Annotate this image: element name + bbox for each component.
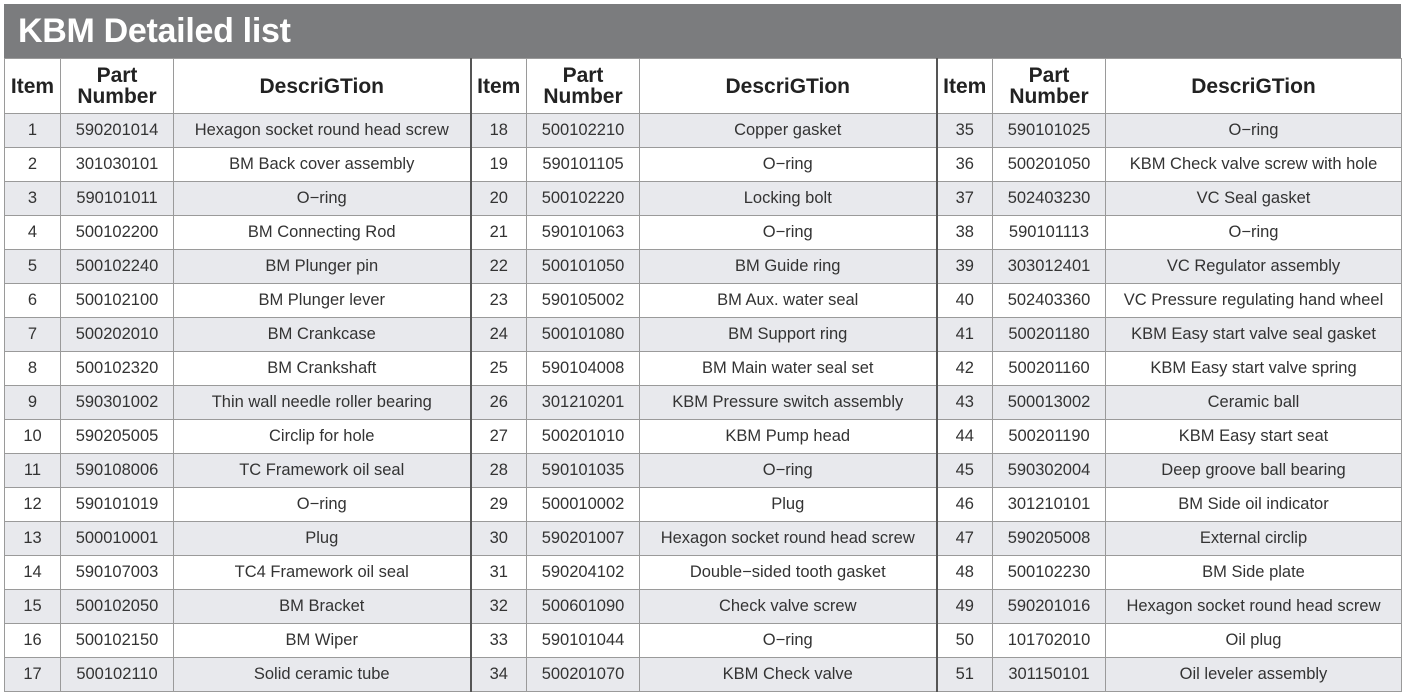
- item-cell: 39: [937, 250, 993, 284]
- description-cell: O−ring: [640, 148, 937, 182]
- part-number-cell: 500102240: [61, 250, 174, 284]
- description-cell: O−ring: [1106, 216, 1402, 250]
- part-number-cell: 590108006: [61, 454, 174, 488]
- description-cell: Hexagon socket round head screw: [1106, 590, 1402, 624]
- header-part-number: Part Number: [527, 59, 640, 114]
- item-cell: 1: [5, 114, 61, 148]
- description-cell: KBM Easy start valve seal gasket: [1106, 318, 1402, 352]
- description-cell: O−ring: [640, 624, 937, 658]
- description-cell: TC Framework oil seal: [174, 454, 471, 488]
- part-number-cell: 590204102: [527, 556, 640, 590]
- part-number-cell: 500201070: [527, 658, 640, 692]
- description-cell: Copper gasket: [640, 114, 937, 148]
- item-cell: 42: [937, 352, 993, 386]
- description-cell: Double−sided tooth gasket: [640, 556, 937, 590]
- part-number-cell: 590205005: [61, 420, 174, 454]
- part-number-cell: 500201180: [993, 318, 1106, 352]
- header-description: DescriGTion: [1106, 59, 1402, 114]
- item-cell: 43: [937, 386, 993, 420]
- item-cell: 26: [471, 386, 527, 420]
- description-cell: Ceramic ball: [1106, 386, 1402, 420]
- item-cell: 4: [5, 216, 61, 250]
- part-number-cell: 590201007: [527, 522, 640, 556]
- description-cell: Deep groove ball bearing: [1106, 454, 1402, 488]
- description-cell: Solid ceramic tube: [174, 658, 471, 692]
- description-cell: KBM Pump head: [640, 420, 937, 454]
- description-cell: O−ring: [640, 454, 937, 488]
- description-cell: BM Support ring: [640, 318, 937, 352]
- description-cell: KBM Check valve screw with hole: [1106, 148, 1402, 182]
- table-row: [5, 488, 1402, 522]
- part-number-cell: 590302004: [993, 454, 1106, 488]
- part-number-cell: 303012401: [993, 250, 1106, 284]
- item-cell: 8: [5, 352, 61, 386]
- header-description: DescriGTion: [174, 59, 471, 114]
- part-number-cell: 590107003: [61, 556, 174, 590]
- part-number-cell: 500010001: [61, 522, 174, 556]
- table-row: [5, 590, 1402, 624]
- description-cell: O−ring: [640, 216, 937, 250]
- parts-table: [4, 58, 1402, 692]
- part-number-cell: 500102230: [993, 556, 1106, 590]
- part-number-cell: 301030101: [61, 148, 174, 182]
- header-description: DescriGTion: [640, 59, 937, 114]
- description-cell: Circlip for hole: [174, 420, 471, 454]
- description-cell: Oil plug: [1106, 624, 1402, 658]
- item-cell: 15: [5, 590, 61, 624]
- part-number-cell: 500010002: [527, 488, 640, 522]
- description-cell: BM Plunger lever: [174, 284, 471, 318]
- part-number-cell: 502403360: [993, 284, 1106, 318]
- description-cell: BM Crankshaft: [174, 352, 471, 386]
- description-cell: KBM Check valve: [640, 658, 937, 692]
- description-cell: BM Back cover assembly: [174, 148, 471, 182]
- description-cell: KBM Pressure switch assembly: [640, 386, 937, 420]
- item-cell: 23: [471, 284, 527, 318]
- item-cell: 46: [937, 488, 993, 522]
- item-cell: 40: [937, 284, 993, 318]
- item-cell: 37: [937, 182, 993, 216]
- table-row: [5, 454, 1402, 488]
- part-number-cell: 590101044: [527, 624, 640, 658]
- description-cell: O−ring: [174, 182, 471, 216]
- description-cell: BM Main water seal set: [640, 352, 937, 386]
- description-cell: BM Connecting Rod: [174, 216, 471, 250]
- part-number-cell: 500102210: [527, 114, 640, 148]
- item-cell: 27: [471, 420, 527, 454]
- table-row: [5, 624, 1402, 658]
- description-cell: Plug: [174, 522, 471, 556]
- table-row: [5, 420, 1402, 454]
- item-cell: 22: [471, 250, 527, 284]
- item-cell: 34: [471, 658, 527, 692]
- header-row: [5, 59, 1402, 114]
- part-number-cell: 500101050: [527, 250, 640, 284]
- description-cell: External circlip: [1106, 522, 1402, 556]
- header-part-number: Part Number: [61, 59, 174, 114]
- part-number-cell: 301210201: [527, 386, 640, 420]
- item-cell: 32: [471, 590, 527, 624]
- part-number-cell: 590301002: [61, 386, 174, 420]
- item-cell: 13: [5, 522, 61, 556]
- description-cell: O−ring: [1106, 114, 1402, 148]
- table-row: [5, 352, 1402, 386]
- item-cell: 29: [471, 488, 527, 522]
- description-cell: KBM Easy start valve spring: [1106, 352, 1402, 386]
- item-cell: 14: [5, 556, 61, 590]
- description-cell: Check valve screw: [640, 590, 937, 624]
- header-part-number: Part Number: [993, 59, 1106, 114]
- part-number-cell: 500601090: [527, 590, 640, 624]
- item-cell: 35: [937, 114, 993, 148]
- part-number-cell: 500102110: [61, 658, 174, 692]
- item-cell: 19: [471, 148, 527, 182]
- part-number-cell: 500201160: [993, 352, 1106, 386]
- item-cell: 49: [937, 590, 993, 624]
- part-number-cell: 301150101: [993, 658, 1106, 692]
- page-title: KBM Detailed list: [18, 12, 291, 50]
- table-row: [5, 114, 1402, 148]
- description-cell: O−ring: [174, 488, 471, 522]
- item-cell: 36: [937, 148, 993, 182]
- item-cell: 31: [471, 556, 527, 590]
- part-number-cell: 590201016: [993, 590, 1106, 624]
- part-number-cell: 590101105: [527, 148, 640, 182]
- item-cell: 11: [5, 454, 61, 488]
- part-number-cell: 590101063: [527, 216, 640, 250]
- item-cell: 17: [5, 658, 61, 692]
- part-number-cell: 500102220: [527, 182, 640, 216]
- item-cell: 24: [471, 318, 527, 352]
- item-cell: 48: [937, 556, 993, 590]
- description-cell: Hexagon socket round head screw: [640, 522, 937, 556]
- part-number-cell: 101702010: [993, 624, 1106, 658]
- description-cell: BM Side plate: [1106, 556, 1402, 590]
- item-cell: 47: [937, 522, 993, 556]
- item-cell: 6: [5, 284, 61, 318]
- table-row: [5, 148, 1402, 182]
- description-cell: BM Side oil indicator: [1106, 488, 1402, 522]
- item-cell: 2: [5, 148, 61, 182]
- item-cell: 28: [471, 454, 527, 488]
- part-number-cell: 500201050: [993, 148, 1106, 182]
- description-cell: VC Seal gasket: [1106, 182, 1402, 216]
- part-number-cell: 590101011: [61, 182, 174, 216]
- description-cell: VC Pressure regulating hand wheel: [1106, 284, 1402, 318]
- item-cell: 7: [5, 318, 61, 352]
- description-cell: BM Guide ring: [640, 250, 937, 284]
- part-number-cell: 502403230: [993, 182, 1106, 216]
- part-number-cell: 590101113: [993, 216, 1106, 250]
- part-number-cell: 500201010: [527, 420, 640, 454]
- item-cell: 16: [5, 624, 61, 658]
- table-row: [5, 182, 1402, 216]
- title-bar: [4, 4, 1401, 58]
- item-cell: 51: [937, 658, 993, 692]
- description-cell: KBM Easy start seat: [1106, 420, 1402, 454]
- description-cell: Locking bolt: [640, 182, 937, 216]
- item-cell: 41: [937, 318, 993, 352]
- part-number-cell: 500201190: [993, 420, 1106, 454]
- part-number-cell: 500102320: [61, 352, 174, 386]
- part-number-cell: 590104008: [527, 352, 640, 386]
- item-cell: 3: [5, 182, 61, 216]
- item-cell: 10: [5, 420, 61, 454]
- table-row: [5, 658, 1402, 692]
- part-number-cell: 590101019: [61, 488, 174, 522]
- item-cell: 5: [5, 250, 61, 284]
- description-cell: BM Plunger pin: [174, 250, 471, 284]
- description-cell: Thin wall needle roller bearing: [174, 386, 471, 420]
- item-cell: 18: [471, 114, 527, 148]
- header-item: Item: [5, 59, 61, 114]
- description-cell: TC4 Framework oil seal: [174, 556, 471, 590]
- item-cell: 33: [471, 624, 527, 658]
- part-number-cell: 301210101: [993, 488, 1106, 522]
- table-row: [5, 318, 1402, 352]
- table-row: [5, 284, 1402, 318]
- part-number-cell: 500102100: [61, 284, 174, 318]
- header-item: Item: [471, 59, 527, 114]
- description-cell: VC Regulator assembly: [1106, 250, 1402, 284]
- item-cell: 20: [471, 182, 527, 216]
- part-number-cell: 590105002: [527, 284, 640, 318]
- item-cell: 21: [471, 216, 527, 250]
- description-cell: BM Crankcase: [174, 318, 471, 352]
- part-number-cell: 500102150: [61, 624, 174, 658]
- item-cell: 45: [937, 454, 993, 488]
- table-row: [5, 522, 1402, 556]
- part-number-cell: 590205008: [993, 522, 1106, 556]
- item-cell: 30: [471, 522, 527, 556]
- description-cell: Plug: [640, 488, 937, 522]
- description-cell: BM Aux. water seal: [640, 284, 937, 318]
- part-number-cell: 590201014: [61, 114, 174, 148]
- part-number-cell: 590101025: [993, 114, 1106, 148]
- part-number-cell: 500013002: [993, 386, 1106, 420]
- item-cell: 12: [5, 488, 61, 522]
- item-cell: 9: [5, 386, 61, 420]
- table-row: [5, 216, 1402, 250]
- description-cell: Hexagon socket round head screw: [174, 114, 471, 148]
- description-cell: BM Wiper: [174, 624, 471, 658]
- item-cell: 50: [937, 624, 993, 658]
- table-body: [5, 114, 1402, 692]
- description-cell: BM Bracket: [174, 590, 471, 624]
- table-row: [5, 250, 1402, 284]
- part-number-cell: 500102050: [61, 590, 174, 624]
- part-number-cell: 590101035: [527, 454, 640, 488]
- part-number-cell: 500101080: [527, 318, 640, 352]
- item-cell: 44: [937, 420, 993, 454]
- header-item: Item: [937, 59, 993, 114]
- table-row: [5, 556, 1402, 590]
- part-number-cell: 500202010: [61, 318, 174, 352]
- description-cell: Oil leveler assembly: [1106, 658, 1402, 692]
- item-cell: 25: [471, 352, 527, 386]
- item-cell: 38: [937, 216, 993, 250]
- part-number-cell: 500102200: [61, 216, 174, 250]
- table-row: [5, 386, 1402, 420]
